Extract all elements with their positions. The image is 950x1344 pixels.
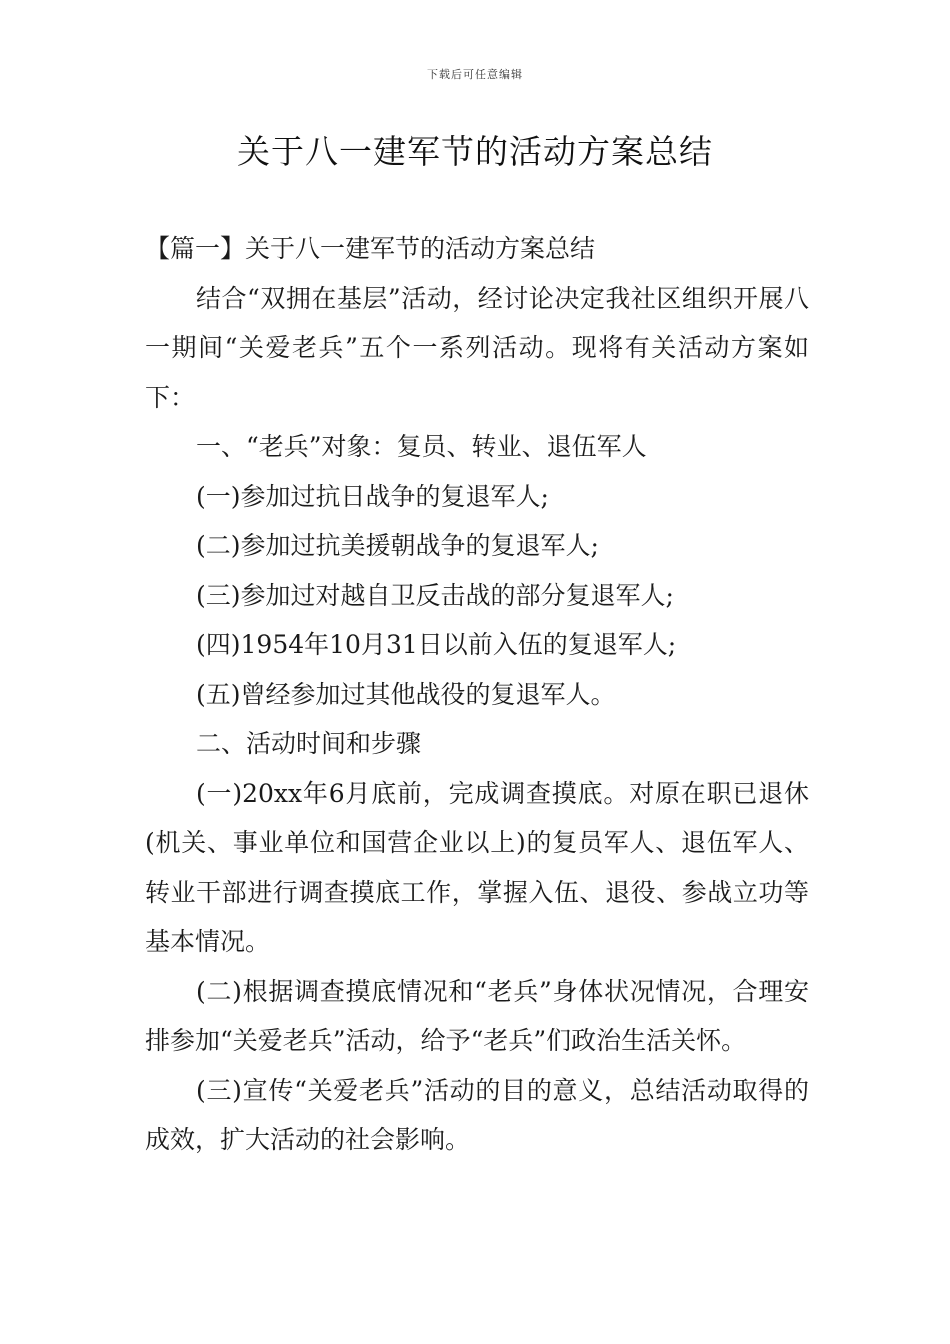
section-heading: 【篇一】关于八一建军节的活动方案总结 [145, 234, 596, 263]
paragraph-step: (三)宣传“关爱老兵”活动的目的意义，总结活动取得的成效，扩大活动的社会影响。 [145, 1075, 809, 1154]
paragraph-item: (三)参加过对越自卫反击战的部分复退军人; [196, 580, 674, 610]
paragraph-step: (二)根据调查摸底情况和“老兵”身体状况情况，合理安排参加“关爱老兵”活动，给予“老兵”们政治生活关怀。 [145, 976, 809, 1055]
paragraph-step: (一)20xx年6月底前，完成调查摸底。对原在职已退休(机关、事业单位和国营企业以上)的复员军人、退伍军人、转业干部进行调查摸底工作，掌握入伍、退役、参战立功等基本情况。 [145, 778, 809, 956]
paragraph-heading-2: 二、活动时间和步骤 [196, 729, 422, 758]
header-note: 下载后可任意编辑 [427, 68, 523, 81]
document-body [145, 224, 809, 1165]
paragraph-item: (二)参加过抗美援朝战争的复退军人; [196, 531, 599, 560]
paragraph-intro: 结合“双拥在基层”活动，经讨论决定我社区组织开展八一期间“关爱老兵”五个一系列活动。现将有关活动方案如下： [145, 283, 809, 412]
paragraph-item: (四)1954年10月31日以前入伍的复退军人; [196, 630, 677, 659]
document-title: 关于八一建军节的活动方案总结 [237, 132, 713, 171]
paragraph-item: (一)参加过抗日战争的复退军人; [196, 481, 549, 511]
paragraph-item: (五)曾经参加过其他战役的复退军人。 [196, 679, 616, 709]
paragraph-heading-1: 一、“老兵”对象：复员、转业、退伍军人 [196, 432, 647, 461]
